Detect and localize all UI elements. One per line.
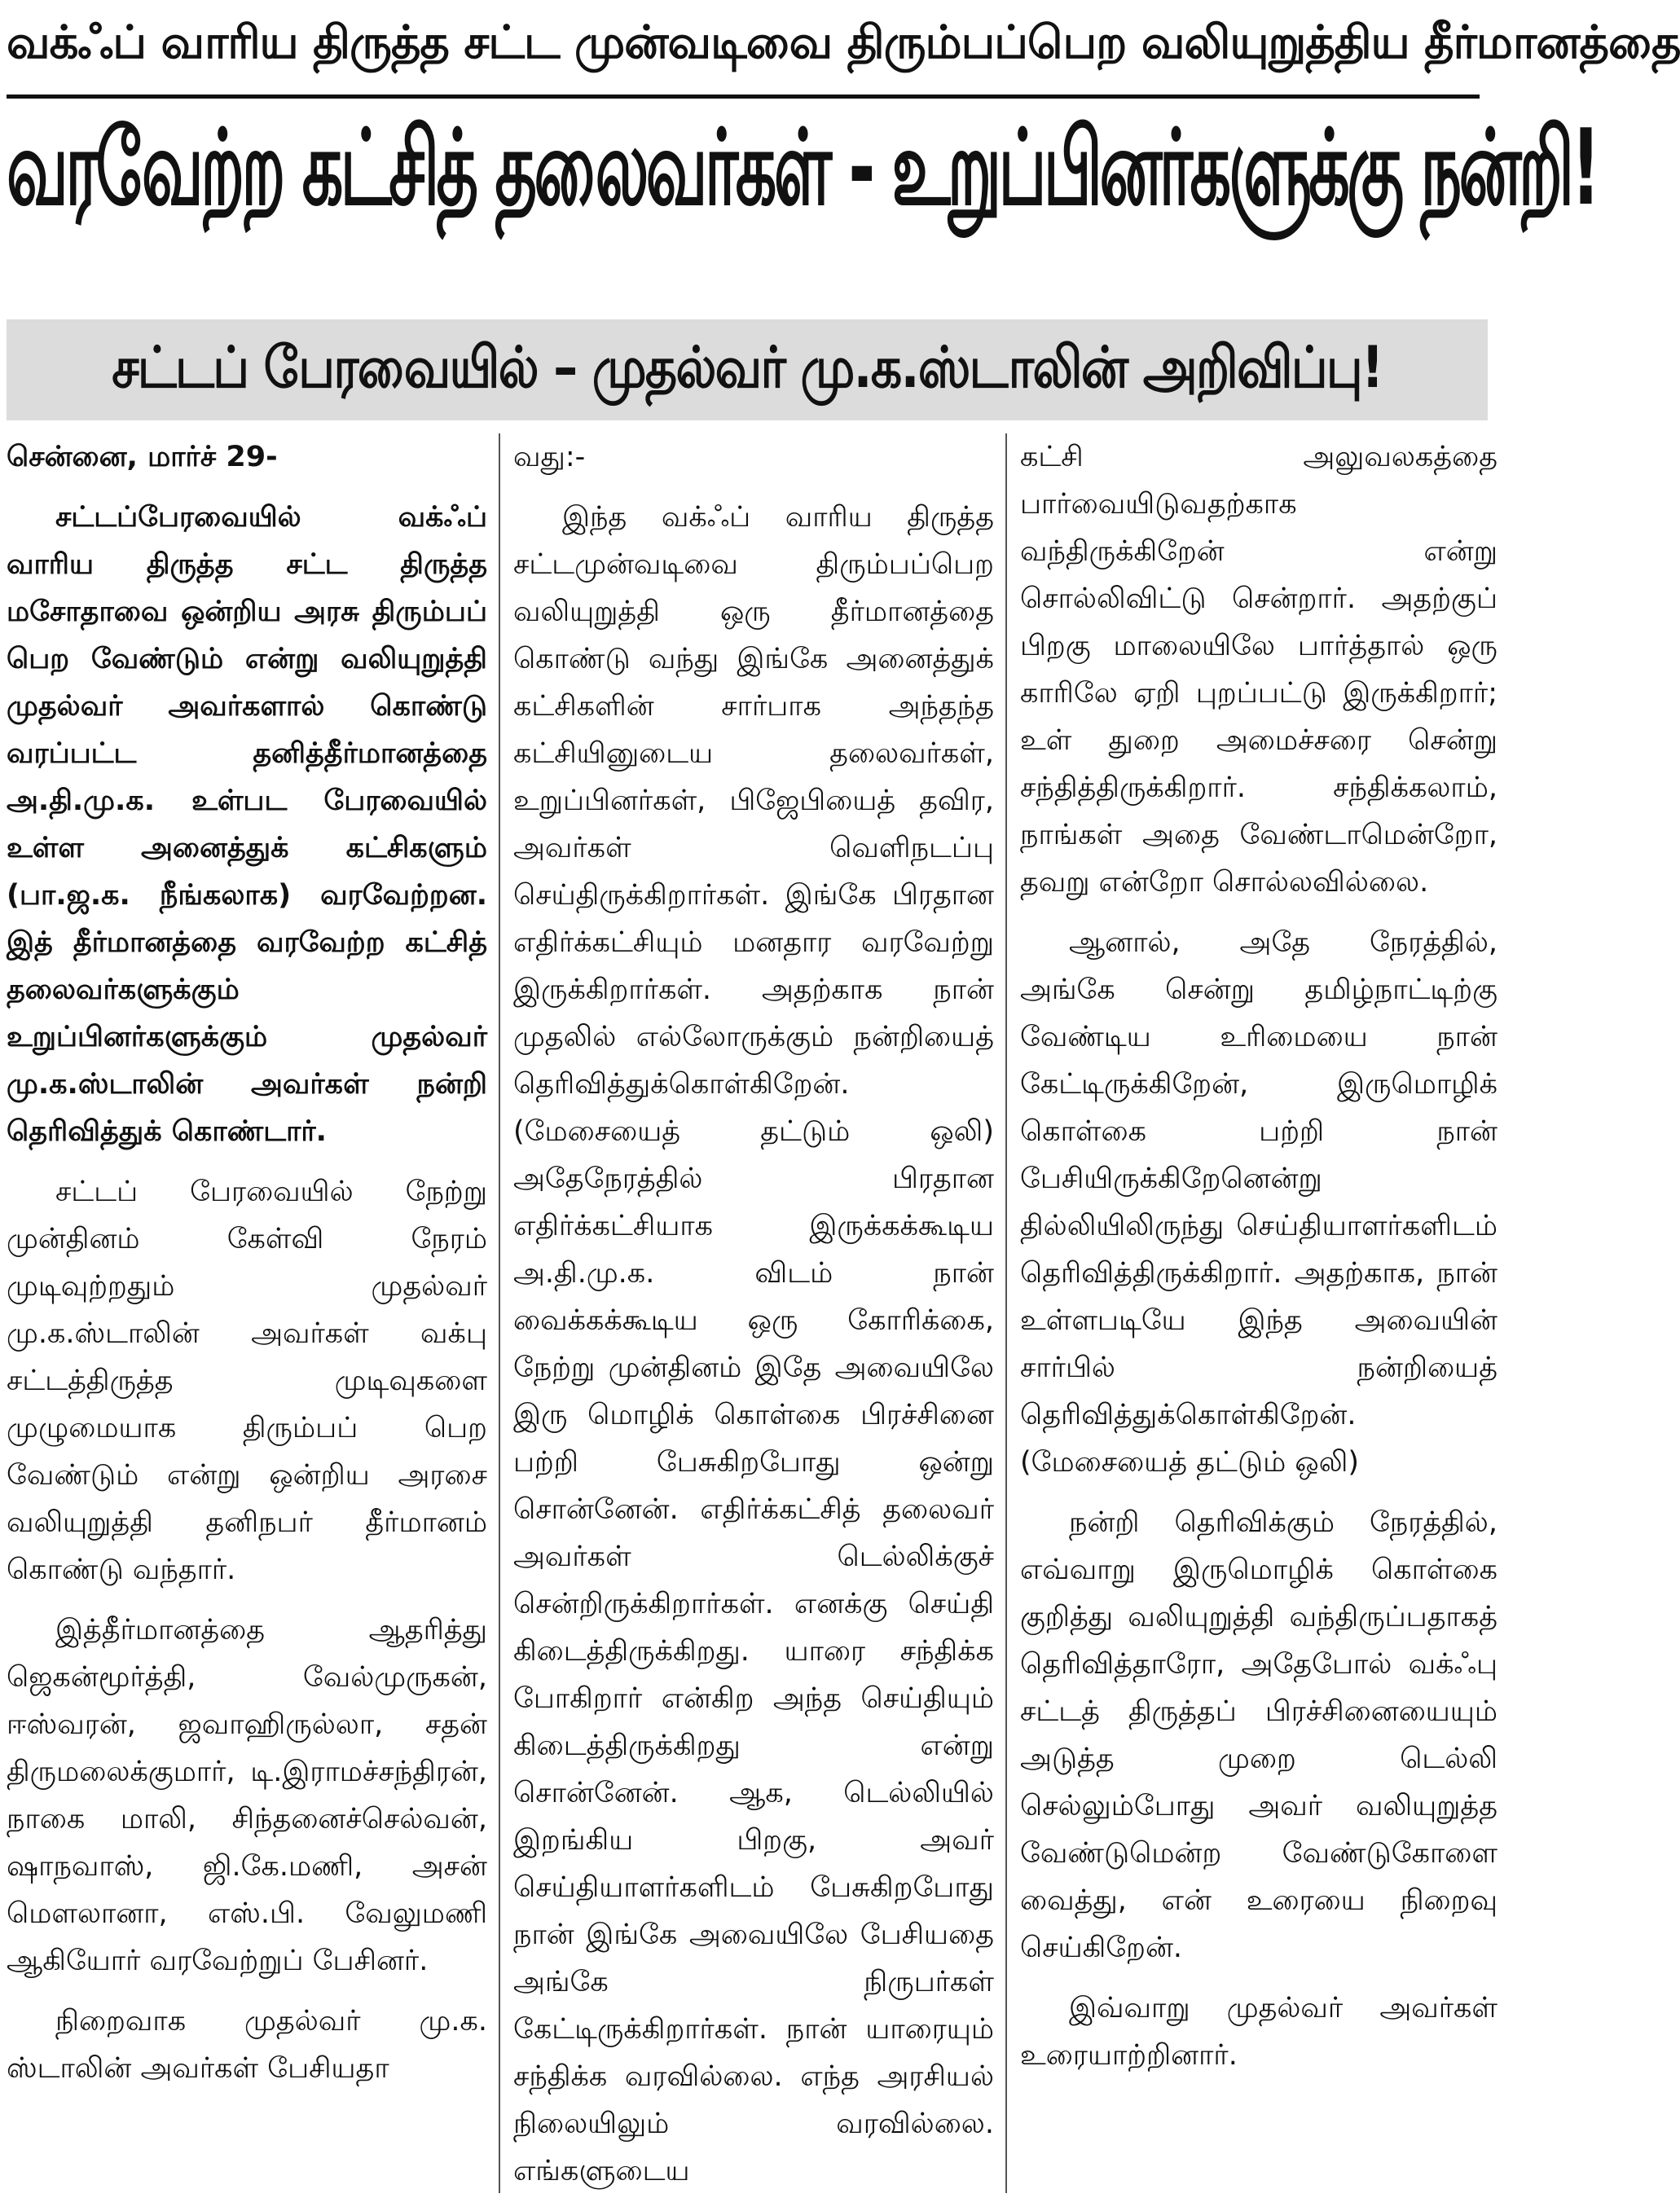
paragraph: நிறைவாக முதல்வர் மு.க. ஸ்டாலின் அவர்கள் பேசியதா [7, 2005, 487, 2085]
kicker-headline: வக்ஃப் வாரிய திருத்த சட்ட முன்வடிவை திரும்பப்பெற வலியுறுத்திய தீர்மானத்தை [7, 16, 1680, 69]
dateline: சென்னை, மார்ச் 29- [7, 441, 278, 473]
paragraph: நன்றி தெரிவிக்கும் நேரத்தில், எவ்வாறு இருமொழிக் கொள்கை குறித்து வலியுறுத்தி வந்திருப்பதாகத் தெரிவித்தாரோ, அதேபோல் வக்ஃபு சட்டத் திருத்தப் பிரச்சினையையும் அடுத்த முறை டெல்லி செல்லும்போது அவர் வலியுறுத்த வேண்டுமென்ற வேண்டுகோளை வைத்து, என் உரையை நிறைவு செய்கிறேன். [1020, 1506, 1497, 1964]
column-divider [499, 433, 500, 2193]
article-column-1 [7, 433, 487, 2193]
article-column-3 [1020, 433, 1497, 2193]
paragraph: இந்த வக்ஃப் வாரிய திருத்த சட்டமுன்வடிவை திரும்பப்பெற வலியுறுத்தி ஒரு தீர்மானத்தை கொண்டு வந்து இங்கே அனைத்துக் கட்சிகளின் சார்பாக அந்தந்த கட்சியினுடைய தலைவர்கள், உறுப்பினர்கள், பிஜேபியைத் தவிர, அவர்கள் வெளிநடப்பு செய்திருக்கிறார்கள். இங்கே பிரதான எதிர்க்கட்சியும் மனதார வரவேற்று இருக்கிறார்கள். அதற்காக நான் முதலில் எல்லோருக்கும் நன்றியைத் தெரிவித்துக்கொள்கிறேன். (மேசையைத் தட்டும் ஒலி) அதேநேரத்தில் பிரதான எதிர்க்கட்சியாக இருக்கக்கூடிய அ.தி.மு.க. விடம் நான் வைக்கக்கூடிய ஒரு கோரிக்கை, நேற்று முன்தினம் இதே அவையிலே இரு மொழிக் கொள்கை பிரச்சினை பற்றி பேசுகிறபோது ஒன்று சொன்னேன். எதிர்க்கட்சித் தலைவர் அவர்கள் டெல்லிக்குச் சென்றிருக்கிறார்கள். எனக்கு செய்தி கிடைத்திருக்கிறது. யாரை சந்திக்க போகிறார் என்கிற அந்த செய்தியும் கிடைத்திருக்கிறது என்று சொன்னேன். ஆக, டெல்லியில் இறங்கிய பிறகு, அவர் செய்தியாளர்களிடம் பேசுகிறபோது நான் இங்கே அவையிலே பேசியதை அங்கே நிருபர்கள் கேட்டிருக்கிறார்கள். நான் யாரையும் சந்திக்க வரவில்லை. எந்த அரசியல் நிலையிலும் வரவில்லை. எங்களுடைய [513, 501, 994, 2187]
paragraph: கட்சி அலுவலகத்தை பார்வையிடுவதற்காக வந்திருக்கிறேன் என்று சொல்லிவிட்டு சென்றார். அதற்குப் பிறகு மாலையிலே பார்த்தால் ஒரு காரிலே ஏறி புறப்பட்டு இருக்கிறார்; உள் துறை அமைச்சரை சென்று சந்தித்திருக்கிறார். சந்திக்கலாம், நாங்கள் அதை வேண்டாமென்றோ, தவறு என்றோ சொல்லவில்லை. [1020, 441, 1497, 899]
article-column-2 [513, 433, 994, 2193]
paragraph: இத்தீர்மானத்தை ஆதரித்து ஜெகன்மூர்த்தி, வேல்முருகன், ஈஸ்வரன், ஜவாஹிருல்லா, சதன் திருமலைக்குமார், டி.இராமச்சந்திரன், நாகை மாலி, சிந்தனைச்செல்வன், ஷாநவாஸ், ஜி.கே.மணி, அசன் மௌலானா, எஸ்.பி. வேலுமணி ஆகியோர் வரவேற்றுப் பேசினர். [7, 1614, 487, 1977]
lead-paragraph: சட்டப்பேரவையில் வக்ஃப் வாரிய திருத்த சட்ட திருத்த மசோதாவை ஒன்றிய அரசு திரும்பப் பெற வேண்டும் என்று வலியுறுத்தி முதல்வர் அவர்களால் கொண்டு வரப்பட்ட தனித்தீர்மானத்தை அ.தி.மு.க. உள்பட பேரவையில் உள்ள அனைத்துக் கட்சிகளும் (பா.ஜ.க. நீங்கலாக) வரவேற்றன. இத் தீர்மானத்தை வரவேற்ற கட்சித் தலைவர்களுக்கும் உறுப்பினர்களுக்கும் முதல்வர் மு.க.ஸ்டாலின் அவர்கள் நன்றி தெரிவித்துக் கொண்டார். [7, 501, 487, 1148]
column-divider [1005, 433, 1007, 2193]
paragraph: இவ்வாறு முதல்வர் அவர்கள் உரையாற்றினார். [1020, 1992, 1497, 2072]
subheadline: சட்டப் பேரவையில் – முதல்வர் மு.க.ஸ்டாலின் அறிவிப்பு! [112, 334, 1383, 401]
paragraph: வது:- [513, 441, 586, 473]
subheadline-bar [7, 319, 1488, 420]
main-headline: வரவேற்ற கட்சித் தலைவர்கள் - உறுப்பினர்களுக்கு நன்றி! [7, 108, 1598, 229]
kicker-rule [7, 95, 1480, 99]
paragraph: ஆனால், அதே நேரத்தில், அங்கே சென்று தமிழ்நாட்டிற்கு வேண்டிய உரிமையை நான் கேட்டிருக்கிறேன், இருமொழிக் கொள்கை பற்றி நான் பேசியிருக்கிறேனென்று தில்லியிலிருந்து செய்தியாளர்களிடம் தெரிவித்திருக்கிறார். அதற்காக, நான் உள்ளபடியே இந்த அவையின் சார்பில் நன்றியைத் தெரிவித்துக்கொள்கிறேன். (மேசையைத் தட்டும் ஒலி) [1020, 926, 1497, 1479]
paragraph: சட்டப் பேரவையில் நேற்று முன்தினம் கேள்வி நேரம் முடிவுற்றதும் முதல்வர் மு.க.ஸ்டாலின் அவர்கள் வக்பு சட்டத்திருத்த முடிவுகளை முழுமையாக திரும்பப் பெற வேண்டும் என்று ஒன்றிய அரசை வலியுறுத்தி தனிநபர் தீர்மானம் கொண்டு வந்தார். [7, 1176, 487, 1586]
